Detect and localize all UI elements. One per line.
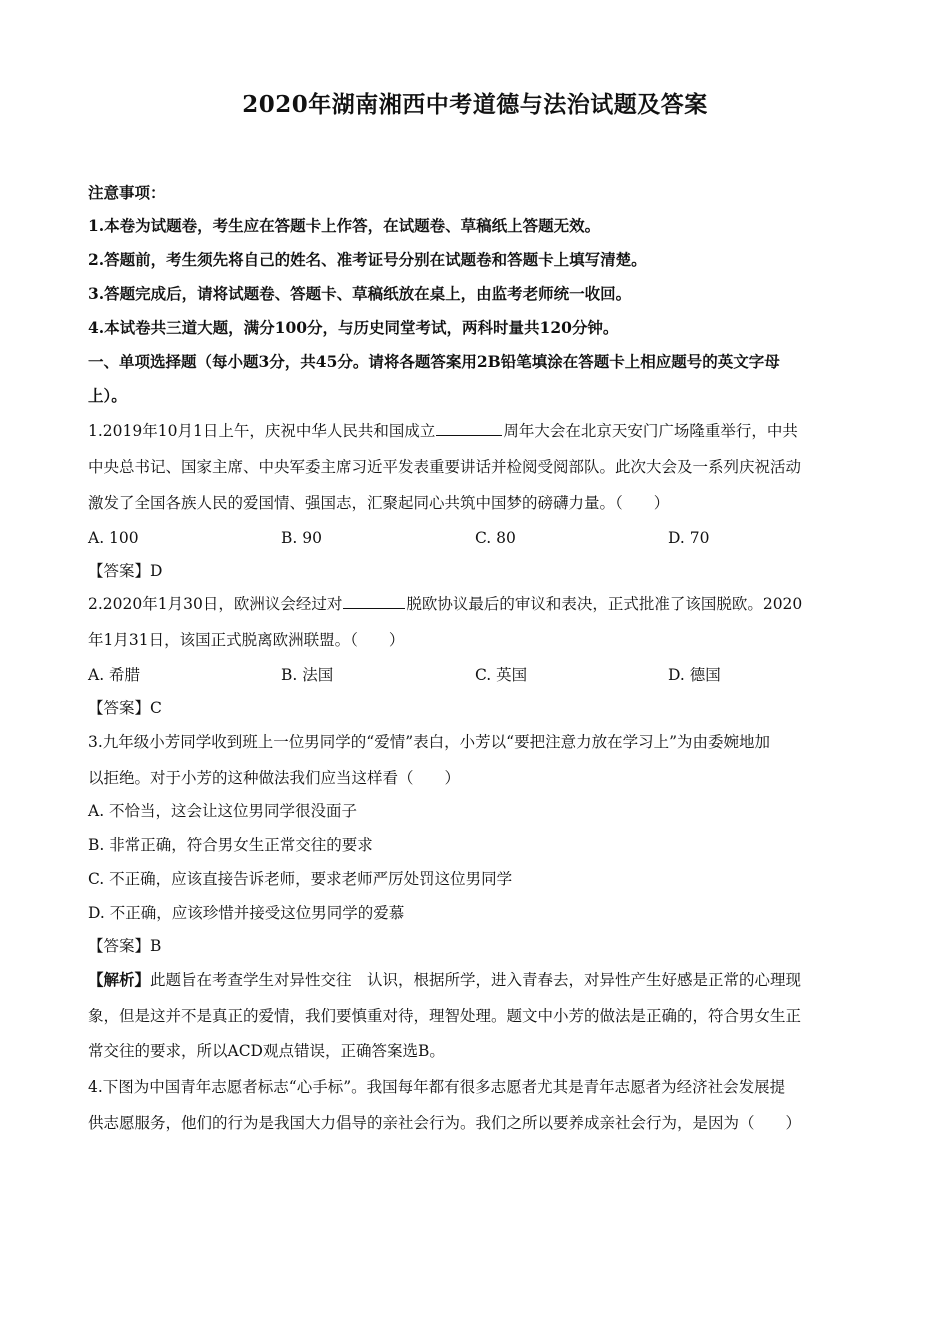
question-2-option-d: D. 德国 xyxy=(668,666,721,684)
question-2-text-a: 2.2020年1月30日，欧洲议会经过对 xyxy=(88,595,343,613)
question-1-line-1 xyxy=(88,421,798,441)
question-4-line-2: 供志愿服务，他们的行为是我国大力倡导的亲社会行为。我们之所以要养成亲社会行为，是因为（ ） xyxy=(88,1114,802,1132)
notice-item-1: 1.本卷为试题卷，考生应在答题卡上作答，在试题卷、草稿纸上答题无效。 xyxy=(88,216,601,235)
notice-heading: 注意事项： xyxy=(88,183,166,202)
question-1-option-c: C. 80 xyxy=(475,529,516,547)
section-heading-line-2: 上）。 xyxy=(88,386,127,405)
analysis-label: 【解析】 xyxy=(88,970,151,989)
question-3-option-d: D. 不正确，应该珍惜并接受这位男同学的爱慕 xyxy=(88,904,405,922)
question-1-line-2: 中央总书记、国家主席、中央军委主席习近平发表重要讲话并检阅受阅部队。此次大会及一系列庆祝活动 xyxy=(88,458,802,476)
question-3-option-c: C. 不正确，应该直接告诉老师，要求老师严厉处罚这位男同学 xyxy=(88,870,513,888)
question-2-answer: 【答案】C xyxy=(88,699,162,717)
question-2-text-b: 脱欧协议最后的审议和表决，正式批准了该国脱欧。2020 xyxy=(406,595,803,613)
question-3-answer: 【答案】B xyxy=(88,937,162,955)
question-3-option-b: B. 非常正确，符合男女生正常交往的要求 xyxy=(88,836,373,854)
question-1-answer: 【答案】D xyxy=(88,562,163,580)
question-1-text-a: 1.2019年10月1日上午，庆祝中华人民共和国成立 xyxy=(88,422,436,440)
question-2-line-2: 年1月31日，该国正式脱离欧洲联盟。（ ） xyxy=(88,631,405,649)
analysis-text-1: 此题旨在考查学生对异性交往 认识，根据所学，进入青春去，对异性产生好感是正常的心理现 xyxy=(150,971,802,989)
question-3-analysis-line-1 xyxy=(88,970,801,990)
question-3-option-a: A. 不恰当，这会让这位男同学很没面子 xyxy=(88,802,358,820)
question-2-option-a: A. 希腊 xyxy=(88,666,141,684)
question-1-option-d: D. 70 xyxy=(668,529,710,547)
notice-item-3: 3.答题完成后，请将试题卷、答题卡、草稿纸放在桌上，由监考老师统一收回。 xyxy=(88,284,632,303)
question-1-text-b: 周年大会在北京天安门广场隆重举行，中共 xyxy=(503,422,798,440)
notice-item-2: 2.答题前，考生须先将自己的姓名、准考证号分别在试题卷和答题卡上填写清楚。 xyxy=(88,250,647,269)
question-1-option-a: A. 100 xyxy=(88,529,139,547)
question-3-analysis-line-3: 常交往的要求，所以ACD观点错误，正确答案选B。 xyxy=(88,1042,445,1060)
question-1-line-3: 激发了全国各族人民的爱国情、强国志，汇聚起同心共筑中国梦的磅礴力量。（ ） xyxy=(88,494,670,512)
section-heading-line-1: 一、单项选择题（每小题3分，共45分。请将各题答案用2B铅笔填涂在答题卡上相应题号的英文字母 xyxy=(88,352,780,371)
question-3-line-2: 以拒绝。对于小芳的这种做法我们应当这样看（ ） xyxy=(88,769,461,787)
answer-blank xyxy=(343,594,405,609)
question-2-option-c: C. 英国 xyxy=(475,666,528,684)
question-4-line-1: 4.下图为中国青年志愿者标志“心手标”。我国每年都有很多志愿者尤其是青年志愿者为经济社会发展提 xyxy=(88,1078,786,1096)
question-1-option-b: B. 90 xyxy=(281,529,322,547)
question-2-option-b: B. 法国 xyxy=(281,666,334,684)
answer-blank xyxy=(436,421,502,436)
question-2-line-1 xyxy=(88,594,802,614)
question-3-analysis-line-2: 象，但是这并不是真正的爱情，我们要慎重对待，理智处理。题文中小芳的做法是正确的，符合男女生正 xyxy=(88,1007,802,1025)
notice-item-4: 4.本试卷共三道大题，满分100分，与历史同堂考试，两科时量共120分钟。 xyxy=(88,318,619,337)
question-3-line-1: 3.九年级小芳同学收到班上一位男同学的“爱情”表白，小芳以“要把注意力放在学习上”为由委婉地加 xyxy=(88,733,770,751)
page-title: 2020年湖南湘西中考道德与法治试题及答案 xyxy=(242,91,708,118)
